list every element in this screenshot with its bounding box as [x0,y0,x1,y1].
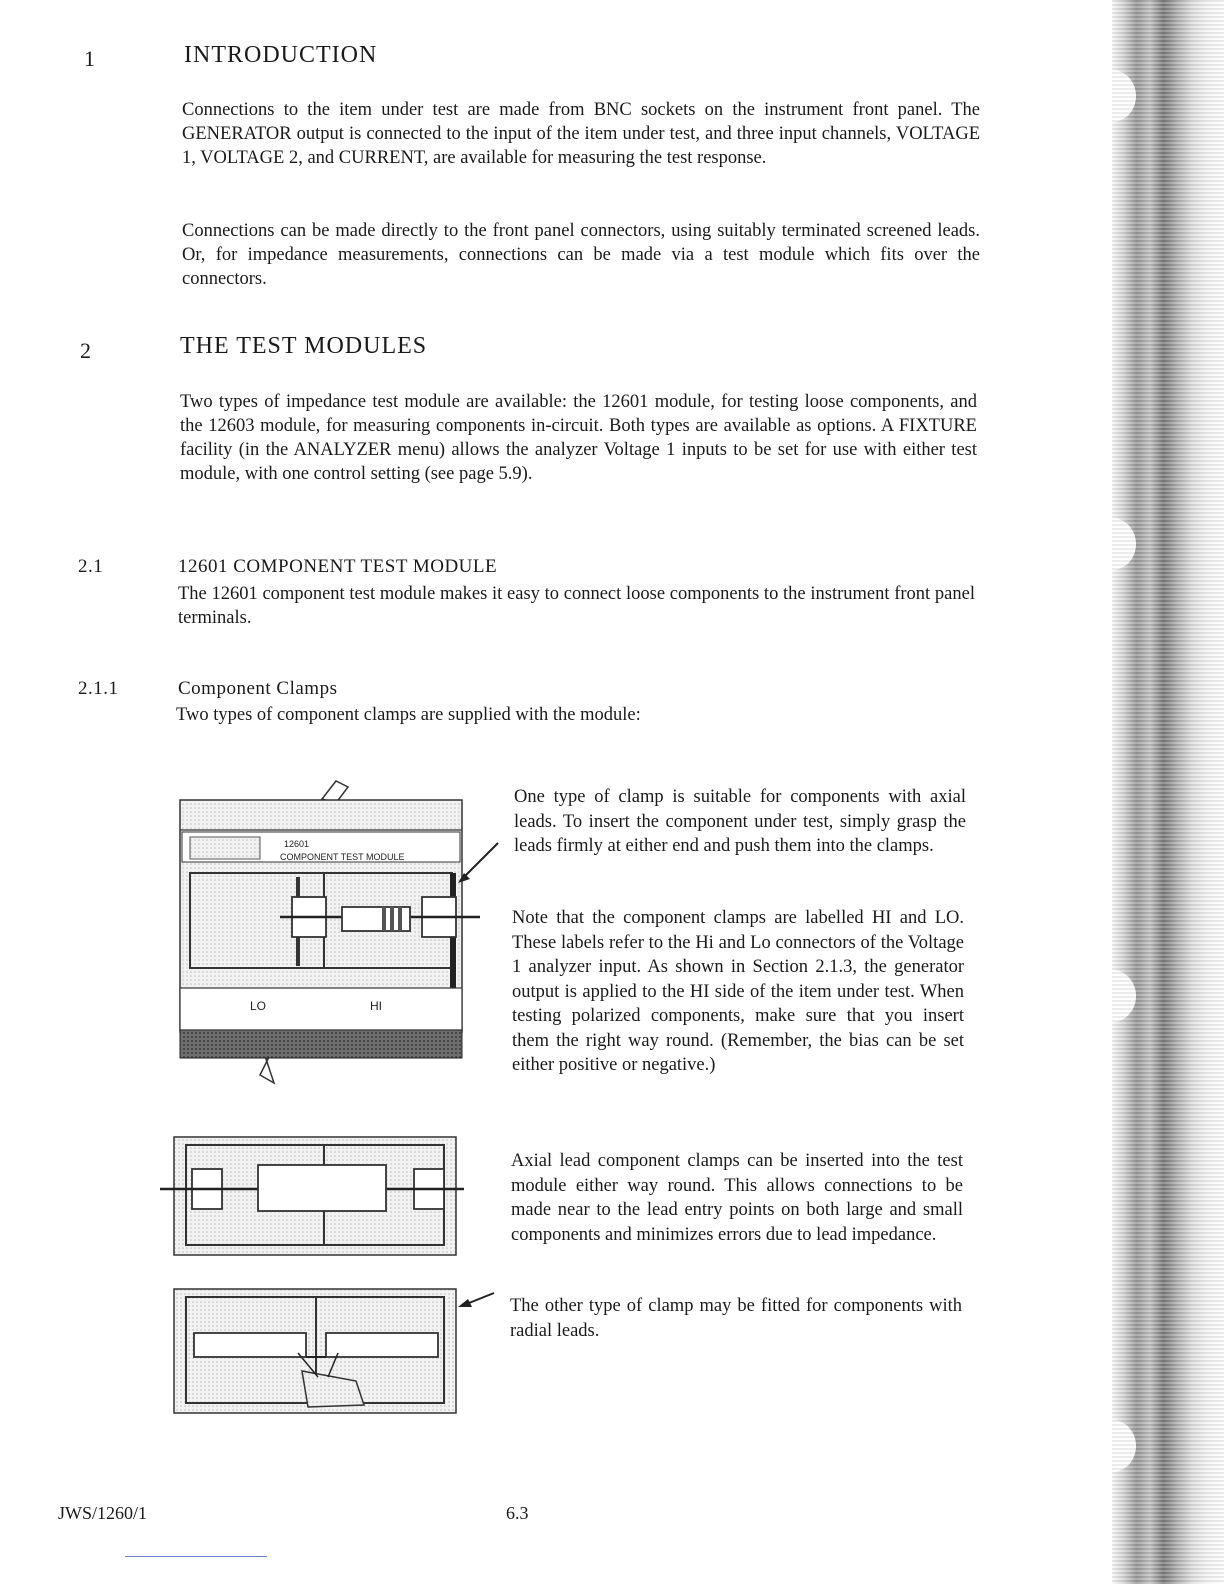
section-number: 1 [84,46,95,71]
document-id: JWS/1260/1 [58,1503,148,1523]
punch-hole [1088,1420,1136,1472]
module-number-label: 12601 [284,839,310,849]
binding-strip [1112,0,1224,1584]
hi-label: HI [370,999,382,1013]
page-number: 6.3 [506,1503,529,1523]
paragraph: One type of clamp is suitable for components with axial leads. To insert the component under test, simply grasp the leads firmly at either end and push them into the clamps. [514,787,966,856]
footer-rule [125,1556,267,1557]
section-title: Component Clamps [178,678,338,699]
axial-clamp-drawing [158,1135,468,1260]
test-module-figure [170,775,510,1095]
paragraph: Two types of component clamps are supplied with the module: [176,705,641,725]
test-module-drawing [170,775,510,1095]
paragraph: Connections can be made directly to the front panel connectors, using suitably terminated screened leads. Or, for impedance measurements, connections can be made via a test module which fits over the connectors. [182,221,980,289]
section-title: 12601 COMPONENT TEST MODULE [178,556,498,577]
paragraph: The 12601 component test module makes it easy to connect loose components to the instrument front panel terminals. [178,584,975,628]
lo-label: LO [250,999,267,1013]
radial-clamp-figure [168,1285,503,1420]
paragraph: Connections to the item under test are made from BNC sockets on the instrument front panel. The GENERATOR output is connected to the input of the item under test, and three input channels, VOLTAGE 1, VOLTAGE 2, and CURRENT, are available for measuring the test response. [182,100,980,168]
section-title: INTRODUCTION [184,42,378,68]
section-number: 2.1.1 [78,678,119,699]
punch-hole [1088,518,1136,570]
punch-hole [1088,970,1136,1022]
module-name-label: COMPONENT TEST MODULE [280,852,405,862]
paragraph: Two types of impedance test module are available: the 12601 module, for testing loose components, and the 12603 module, for measuring components in-circuit. Both types are available as options. A FIXTURE facility (in the ANALYZER menu) allows the analyzer Voltage 1 inputs to be set for use with either test module, with one control setting (see page 5.9). [180,392,977,484]
section-number: 2.1 [78,556,104,577]
paragraph: Note that the component clamps are labelled HI and LO. These labels refer to the Hi and Lo connectors of the Voltage 1 analyzer input. As shown in Section 2.1.3, the generator output is applied to the HI side of the item under test. When testing polarized components, make sure that you insert them the right way round. (Remember, the bias can be set either positive or negative.) [512,908,964,1075]
section-title: THE TEST MODULES [180,333,428,359]
paragraph: The other type of clamp may be fitted for components with radial leads. [510,1296,962,1341]
axial-clamp-figure [158,1135,468,1260]
radial-clamp-drawing [168,1285,503,1420]
punch-hole [1088,70,1136,122]
paragraph: Axial lead component clamps can be inserted into the test module either way round. This allows connections to be made near to the lead entry points on both large and small components and minimizes errors due to lead impedance. [511,1151,963,1245]
section-number: 2 [80,338,91,363]
